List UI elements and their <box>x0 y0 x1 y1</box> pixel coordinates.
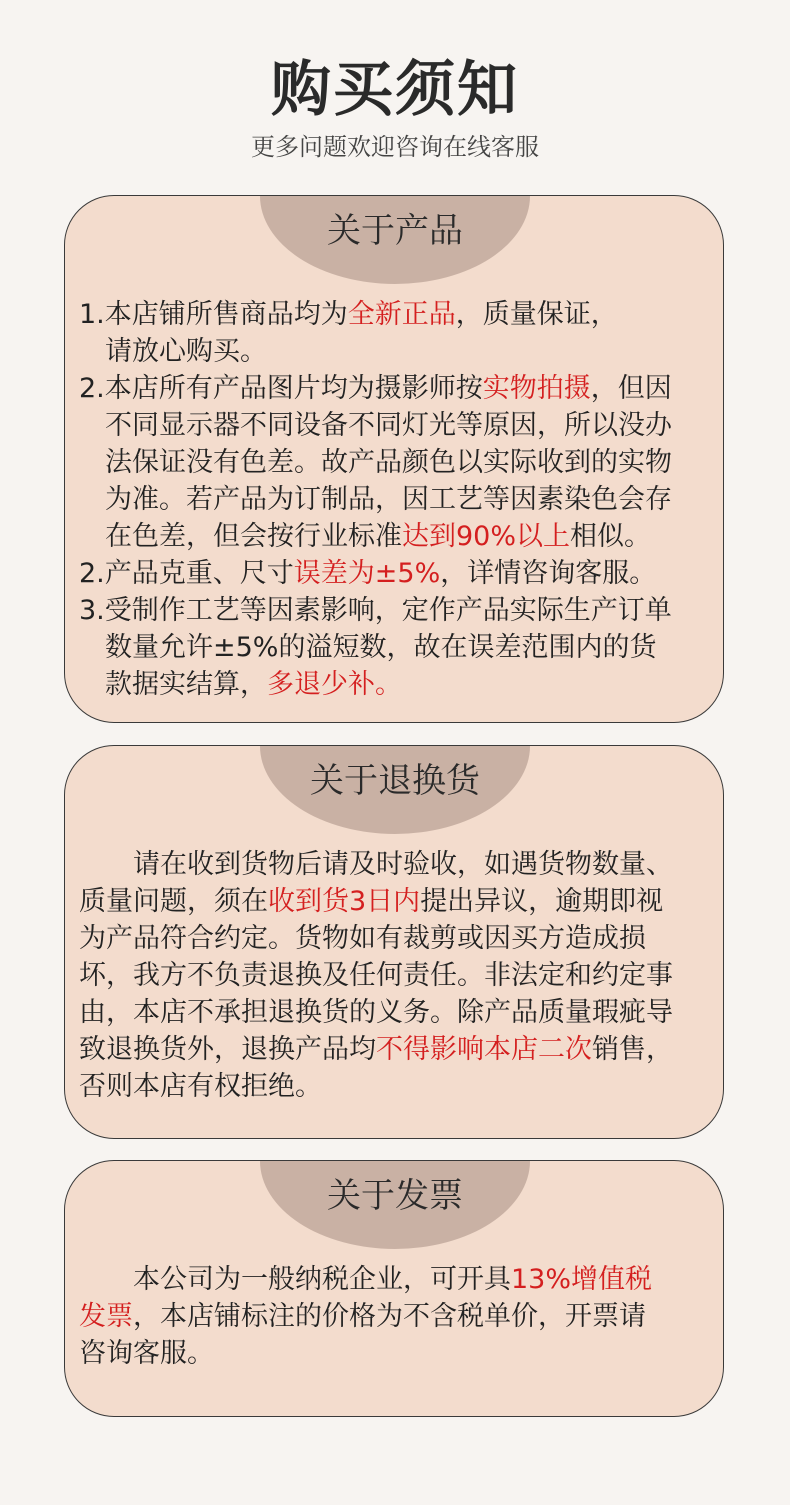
line-text: 法保证没有色差。故产品颜色以实际收到的实物 <box>105 447 672 478</box>
text-line <box>79 407 715 444</box>
product-info-card <box>64 195 724 723</box>
highlight-text: 误差为±5% <box>293 558 441 589</box>
text-line <box>79 1068 715 1105</box>
section-body <box>79 1261 715 1372</box>
section-heading: 关于产品 <box>327 211 463 251</box>
highlight-text: 13%增值税 <box>511 1264 653 1295</box>
text-line <box>79 555 715 592</box>
highlight-text: 不得影响本店二次 <box>376 1034 592 1065</box>
text-line <box>79 518 715 555</box>
text-line <box>79 1298 715 1335</box>
line-text: 为准。若产品为订制品，因工艺等因素染色会存 <box>105 484 672 515</box>
text-line <box>79 296 715 333</box>
line-text: 致退换货外，退换产品均 <box>79 1034 376 1065</box>
line-text: 本公司为一般纳税企业，可开具 <box>133 1264 511 1295</box>
text-line <box>79 920 715 957</box>
line-text: 不同显示器不同设备不同灯光等原因，所以没办 <box>105 410 672 441</box>
section-heading: 关于发票 <box>327 1176 463 1216</box>
text-line <box>79 629 715 666</box>
highlight-text: 达到90%以上 <box>402 521 571 552</box>
page-title: 购买须知 <box>271 55 519 125</box>
text-line <box>79 592 715 629</box>
highlight-text: 发票 <box>79 1301 133 1332</box>
line-text: 2.本店所有产品图片均为摄影师按 <box>79 373 483 404</box>
text-line <box>79 1261 715 1298</box>
returns-card <box>64 745 724 1139</box>
section-heading: 关于退换货 <box>310 761 480 801</box>
text-line <box>79 957 715 994</box>
line-text: 款据实结算， <box>105 669 267 700</box>
text-line <box>79 481 715 518</box>
line-text: ，质量保证， <box>455 299 618 330</box>
line-text: 数量允许±5%的溢短数，故在误差范围内的货 <box>105 632 657 663</box>
line-text: 在色差，但会按行业标准 <box>105 521 402 552</box>
invoice-card <box>64 1160 724 1417</box>
page-subtitle: 更多问题欢迎咨询在线客服 <box>251 133 539 161</box>
highlight-text: 收到货3日内 <box>268 886 421 917</box>
line-text: 提出异议，逾期即视 <box>420 886 664 917</box>
highlight-text: 全新正品 <box>347 299 456 330</box>
text-line <box>79 666 715 703</box>
line-text: 咨询客服。 <box>79 1338 214 1369</box>
line-text: 相似。 <box>570 521 652 552</box>
text-line <box>79 1031 715 1068</box>
text-line <box>79 846 715 883</box>
line-text: 坏，我方不负责退换及任何责任。非法定和约定事 <box>79 960 673 991</box>
text-line <box>79 444 715 481</box>
line-text: 质量问题，须在 <box>79 886 268 917</box>
line-text: ，但因 <box>590 373 672 404</box>
text-line <box>79 1335 715 1372</box>
text-line <box>79 883 715 920</box>
highlight-text: 实物拍摄 <box>482 373 591 404</box>
line-text: 请放心购买。 <box>105 336 267 367</box>
line-text: 由，本店不承担退换货的义务。除产品质量瑕疵导 <box>79 997 673 1028</box>
section-body <box>79 846 715 1105</box>
line-text: 请在收到货物后请及时验收，如遇货物数量、 <box>133 849 673 880</box>
text-line <box>79 370 715 407</box>
line-text: 3.受制作工艺等因素影响，定作产品实际生产订单 <box>79 595 672 626</box>
text-line <box>79 333 715 370</box>
section-body <box>79 296 715 703</box>
line-text: 2.产品克重、尺寸 <box>79 558 294 589</box>
line-text: 1.本店铺所售商品均为 <box>79 299 348 330</box>
line-text: 否则本店有权拒绝。 <box>79 1071 322 1102</box>
line-text: ，本店铺标注的价格为不含税单价，开票请 <box>133 1301 646 1332</box>
line-text: 销售， <box>592 1034 673 1065</box>
line-text: 为产品符合约定。货物如有裁剪或因买方造成损 <box>79 923 646 954</box>
highlight-text: 多退少补。 <box>267 669 402 700</box>
text-line <box>79 994 715 1031</box>
line-text: ，详情咨询客服。 <box>440 558 657 589</box>
